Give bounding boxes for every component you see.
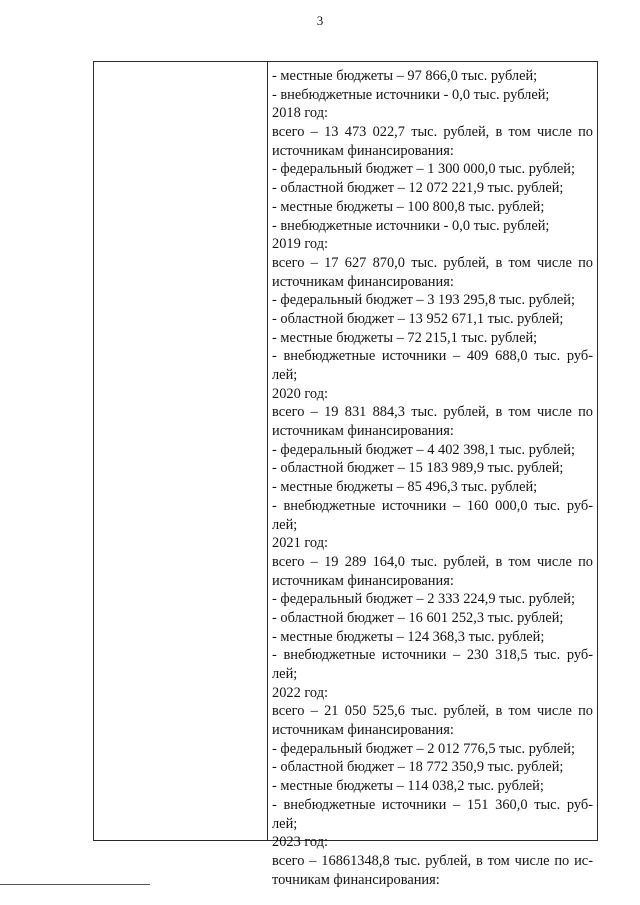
text-line: - внебюджетные источники - 0,0 тыс. рублей; xyxy=(272,217,550,234)
text-line: - внебюджетные источники – 230 318,5 тыс. руб- xyxy=(272,647,593,664)
text-line: 2018 год: xyxy=(272,105,329,122)
financing-text-cell xyxy=(272,67,593,889)
text-line: - федеральный бюджет – 4 402 398,1 тыс. рублей; xyxy=(272,441,575,458)
text-line: - областной бюджет – 12 072 221,9 тыс. рублей; xyxy=(272,180,564,197)
text-line: лей; xyxy=(272,367,298,383)
text-line: - местные бюджеты – 97 866,0 тыс. рублей; xyxy=(272,68,538,84)
text-line: - внебюджетные источники - 0,0 тыс. рублей; xyxy=(272,86,550,103)
text-line: всего – 17 627 870,0 тыс. рублей, в том числе по xyxy=(272,254,593,271)
text-line: - местные бюджеты – 114 038,2 тыс. рублей; xyxy=(272,778,544,795)
text-line: - областной бюджет – 13 952 671,1 тыс. рублей; xyxy=(272,310,564,327)
text-line: источникам финансирования: xyxy=(272,142,454,159)
text-line: источникам финансирования: xyxy=(272,722,454,739)
text-line: 2019 год: xyxy=(272,236,329,253)
text-line: - местные бюджеты – 124 368,3 тыс. рублей; xyxy=(272,628,545,645)
text-line: 2020 год: xyxy=(272,385,329,402)
text-line: лей; xyxy=(272,666,298,682)
text-line: - внебюджетные источники – 409 688,0 тыс. руб- xyxy=(272,348,593,365)
text-line: - областной бюджет – 15 183 989,9 тыс. рублей; xyxy=(272,460,564,477)
column-divider xyxy=(267,62,268,840)
page-number: 3 xyxy=(316,13,324,28)
text-line: - федеральный бюджет – 3 193 295,8 тыс. рублей; xyxy=(272,292,575,309)
text-line: лей; xyxy=(272,516,298,533)
text-line: - внебюджетные источники – 151 360,0 тыс. руб- xyxy=(272,796,593,813)
table-left-cell xyxy=(94,62,267,840)
text-line: - местные бюджеты – 72 215,1 тыс. рублей; xyxy=(272,329,538,346)
text-line: лей; xyxy=(272,815,298,832)
footnote-rule xyxy=(0,884,150,885)
text-line: - внебюджетные источники – 160 000,0 тыс. руб- xyxy=(272,497,593,514)
text-line: всего – 19 831 884,3 тыс. рублей, в том числе по xyxy=(272,404,593,421)
text-line: - местные бюджеты – 100 800,8 тыс. рублей; xyxy=(272,198,545,215)
text-line: 2022 год: xyxy=(272,684,329,701)
text-line: - федеральный бюджет – 1 300 000,0 тыс. рублей; xyxy=(272,161,575,178)
text-line: всего – 13 473 022,7 тыс. рублей, в том числе по xyxy=(272,124,593,141)
text-line: источникам финансирования: xyxy=(272,423,454,440)
text-line: источникам финансирования: xyxy=(272,572,454,589)
text-line: - местные бюджеты – 85 496,3 тыс. рублей; xyxy=(272,479,538,496)
text-line: источникам финансирования: xyxy=(272,273,454,290)
text-line: - федеральный бюджет – 2 012 776,5 тыс. рублей; xyxy=(272,740,575,757)
financing-table xyxy=(93,61,598,888)
text-line: всего – 19 289 164,0 тыс. рублей, в том числе по xyxy=(272,553,593,570)
text-line: - областной бюджет – 16 601 252,3 тыс. рублей; xyxy=(272,609,564,626)
text-line: - федеральный бюджет – 2 333 224,9 тыс. рублей; xyxy=(272,591,575,608)
text-line: всего – 16861348,8 тыс. рублей, в том числе по ис- xyxy=(272,852,593,869)
text-line: всего – 21 050 525,6 тыс. рублей, в том числе по xyxy=(272,703,593,720)
text-line: 2023 год: xyxy=(272,834,329,851)
text-line: точникам финансирования: xyxy=(272,871,440,888)
text-line: - областной бюджет – 18 772 350,9 тыс. рублей; xyxy=(272,759,564,776)
text-line: 2021 год: xyxy=(272,535,329,552)
